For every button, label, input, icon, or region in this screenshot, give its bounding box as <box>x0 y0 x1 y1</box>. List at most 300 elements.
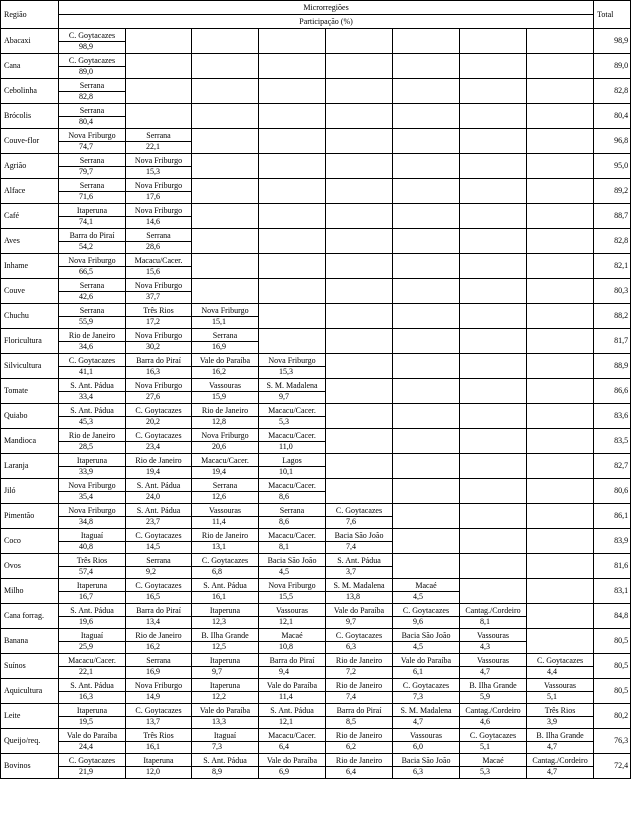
header-regiao: Região <box>1 1 59 29</box>
microregion-cell <box>527 404 594 429</box>
microregion-name: Vassouras <box>544 680 577 690</box>
microregion-cell <box>527 754 594 779</box>
participation-value: 16,3 <box>59 691 125 702</box>
microregion-cell <box>527 679 594 704</box>
microregion-name: Nova Friburgo <box>134 155 183 165</box>
microregion-cell <box>259 379 326 404</box>
microregion-cell <box>460 79 527 104</box>
participation-value: 7,2 <box>326 666 392 677</box>
microregion-cell <box>460 29 527 54</box>
microregion-cell <box>59 329 126 354</box>
participation-value: 19,4 <box>126 466 191 477</box>
microregion-cell <box>326 679 393 704</box>
microregion-name: Serrana <box>79 105 105 115</box>
microregion-name: Nova Friburgo <box>134 380 183 390</box>
table-row <box>1 654 631 679</box>
participation-value: 5,1 <box>527 691 593 702</box>
table-row <box>1 79 631 104</box>
microregion-cell <box>192 479 259 504</box>
microregion-name: Rio de Janeiro <box>335 730 383 740</box>
total-value: 84,8 <box>594 604 631 629</box>
microregion-cell <box>527 79 594 104</box>
microregion-cell <box>59 504 126 529</box>
microregion-name: Itaguaí <box>80 530 104 540</box>
microregion-cell <box>59 429 126 454</box>
total-value: 88,2 <box>594 304 631 329</box>
microregion-cell <box>59 129 126 154</box>
microregion-cell <box>393 454 460 479</box>
microregion-cell <box>59 204 126 229</box>
microregion-cell <box>527 504 594 529</box>
microregion-name: S. Ant. Pádua <box>203 755 247 765</box>
microregion-cell <box>126 504 192 529</box>
total-value: 89,2 <box>594 179 631 204</box>
microregion-cell <box>527 354 594 379</box>
microregion-cell <box>527 729 594 754</box>
microregion-name: Rio de Janeiro <box>335 755 383 765</box>
microregion-cell <box>393 129 460 154</box>
table-row <box>1 704 631 729</box>
total-value: 96,8 <box>594 129 631 154</box>
participation-value: 6,1 <box>393 666 459 677</box>
microregion-cell <box>259 579 326 604</box>
microregion-cell <box>192 504 259 529</box>
participation-value: 15,3 <box>259 366 325 377</box>
table-row <box>1 354 631 379</box>
microregion-cell <box>393 379 460 404</box>
microregion-cell <box>460 604 527 629</box>
microregion-cell <box>59 104 126 129</box>
participation-value: 24,0 <box>126 491 191 502</box>
microregion-cell <box>393 229 460 254</box>
table-row <box>1 679 631 704</box>
microregion-cell <box>59 454 126 479</box>
region-label: Banana <box>1 629 59 654</box>
microregion-cell <box>527 204 594 229</box>
participation-value: 24,4 <box>59 741 125 752</box>
microregion-name: Nova Friburgo <box>134 680 183 690</box>
microregion-name: Nova Friburgo <box>268 355 316 365</box>
microregion-cell <box>259 454 326 479</box>
microregion-cell <box>393 154 460 179</box>
microregion-cell <box>126 754 192 779</box>
participation-value: 23,4 <box>126 441 191 452</box>
microregion-name: S. Ant. Pádua <box>203 580 247 590</box>
participation-value: 5,3 <box>460 766 526 777</box>
microregion-cell <box>393 204 460 229</box>
microregion-cell <box>259 354 326 379</box>
microregion-cell <box>460 554 527 579</box>
participation-value: 10,8 <box>259 641 325 652</box>
participation-value: 15,9 <box>192 391 258 402</box>
microregion-name: C. Goytacazes <box>68 55 116 65</box>
microregion-name: S. Ant. Pádua <box>70 380 114 390</box>
microregion-name: Barra do Piraí <box>269 655 315 665</box>
participation-value: 16,9 <box>192 341 258 352</box>
participation-value: 79,7 <box>59 166 125 177</box>
microregion-name: Rio de Janeiro <box>135 630 182 640</box>
total-value: 81,7 <box>594 329 631 354</box>
microregion-cell <box>326 204 393 229</box>
participation-value: 89,0 <box>59 66 125 77</box>
participation-value: 4,5 <box>393 591 459 602</box>
microregion-cell <box>460 129 527 154</box>
microregion-cell <box>460 354 527 379</box>
microregion-name: Itaperuna <box>76 455 108 465</box>
participation-value: 19,5 <box>59 716 125 727</box>
microregion-cell <box>126 554 192 579</box>
participation-value: 16,9 <box>126 666 191 677</box>
participation-value: 7,4 <box>326 541 392 552</box>
participation-value: 8,9 <box>192 766 258 777</box>
participation-value: 4,5 <box>393 641 459 652</box>
microregion-cell <box>192 754 259 779</box>
microregion-name: Serrana <box>79 180 105 190</box>
participation-value: 71,6 <box>59 191 125 202</box>
microregion-name: Bacia São João <box>401 630 451 640</box>
total-value: 80,6 <box>594 479 631 504</box>
microregion-name: Macacu/Cacer. <box>68 655 116 665</box>
microregion-cell <box>126 204 192 229</box>
microregion-cell <box>192 204 259 229</box>
total-value: 86,1 <box>594 504 631 529</box>
participation-value: 7,3 <box>393 691 459 702</box>
participation-value: 15,1 <box>192 316 258 327</box>
microregion-cell <box>527 429 594 454</box>
microregion-cell <box>259 54 326 79</box>
microregion-name: Vale do Paraíba <box>266 755 318 765</box>
region-label: Laranja <box>1 454 59 479</box>
microregion-cell <box>460 504 527 529</box>
microregion-cell <box>326 604 393 629</box>
microregion-cell <box>259 179 326 204</box>
total-value: 95,0 <box>594 154 631 179</box>
total-value: 86,6 <box>594 379 631 404</box>
microregion-cell <box>192 279 259 304</box>
participation-value: 12,1 <box>259 616 325 627</box>
microregion-cell <box>527 229 594 254</box>
microregion-cell <box>126 229 192 254</box>
participation-value: 4,7 <box>393 716 459 727</box>
table-row <box>1 529 631 554</box>
participation-value: 12,0 <box>126 766 191 777</box>
region-label: Coco <box>1 529 59 554</box>
participation-value: 74,7 <box>59 141 125 152</box>
participation-value: 14,9 <box>126 691 191 702</box>
microregion-cell <box>126 654 192 679</box>
region-label: Suínos <box>1 654 59 679</box>
microregion-name: Vale do Paraíba <box>199 705 251 715</box>
participation-value: 20,6 <box>192 441 258 452</box>
table-row <box>1 179 631 204</box>
microregion-cell <box>259 529 326 554</box>
microregion-cell <box>259 104 326 129</box>
microregion-cell <box>259 204 326 229</box>
microregion-name: Serrana <box>212 480 238 490</box>
participation-value: 74,1 <box>59 216 125 227</box>
microregion-cell <box>460 579 527 604</box>
microregion-cell <box>393 754 460 779</box>
total-value: 83,1 <box>594 579 631 604</box>
microregion-cell <box>460 629 527 654</box>
region-label: Bovinos <box>1 754 59 779</box>
microregion-name: C. Goytacazes <box>135 530 182 540</box>
microregion-name: Macacu/Cacer. <box>268 405 316 415</box>
microregion-cell <box>59 679 126 704</box>
microregion-name: Vale do Paraíba <box>333 605 385 615</box>
microregion-name: Vale do Paraíba <box>400 655 452 665</box>
total-value: 80,3 <box>594 279 631 304</box>
microregion-cell <box>460 179 527 204</box>
participation-value: 9,7 <box>259 391 325 402</box>
microregion-name: Serrana <box>79 155 105 165</box>
microregion-cell <box>126 79 192 104</box>
microregion-name: Lagos <box>282 455 302 465</box>
microregion-name: Bacia São João <box>401 755 451 765</box>
participation-value: 9,7 <box>326 616 392 627</box>
microregion-cell <box>192 629 259 654</box>
microregion-cell <box>393 254 460 279</box>
microregion-name: Itaperuna <box>76 205 108 215</box>
participation-value: 8,6 <box>259 516 325 527</box>
microregion-name: Rio de Janeiro <box>68 430 116 440</box>
microregion-name: C. Goytacazes <box>201 555 249 565</box>
microregion-cell <box>393 654 460 679</box>
microregion-cell <box>326 654 393 679</box>
microregion-name: Cantag./Cordeiro <box>465 605 521 615</box>
microregion-name: Macaé <box>482 755 504 765</box>
microregion-cell <box>126 354 192 379</box>
participation-value: 5,9 <box>460 691 526 702</box>
microregion-name: Macaé <box>281 630 303 640</box>
region-label: Quiabo <box>1 404 59 429</box>
participation-value: 4,3 <box>460 641 526 652</box>
microregion-cell <box>59 729 126 754</box>
microregion-cell <box>393 354 460 379</box>
microregion-cell <box>126 429 192 454</box>
total-value: 82,7 <box>594 454 631 479</box>
microregion-cell <box>259 429 326 454</box>
microregion-cell <box>326 754 393 779</box>
microregion-name: S. M. Madalena <box>333 580 385 590</box>
participation-value: 4,6 <box>460 716 526 727</box>
microregion-cell <box>460 304 527 329</box>
participation-value: 33,9 <box>59 466 125 477</box>
microregion-cell <box>460 204 527 229</box>
header-row-2 <box>1 15 631 29</box>
microregion-name: S. M. Madalena <box>400 705 452 715</box>
microregion-cell <box>259 679 326 704</box>
microregion-name: Macacu/Cacer. <box>268 430 316 440</box>
microregion-name: Nova Friburgo <box>68 255 116 265</box>
participation-value: 21,9 <box>59 766 125 777</box>
participation-value: 30,2 <box>126 341 191 352</box>
microregion-cell <box>326 529 393 554</box>
participation-value: 13,7 <box>126 716 191 727</box>
microregion-cell <box>126 404 192 429</box>
microregion-cell <box>259 404 326 429</box>
microregion-cell <box>192 704 259 729</box>
microregion-cell <box>527 554 594 579</box>
microregion-cell <box>393 429 460 454</box>
microregion-cell <box>460 679 527 704</box>
microregion-cell <box>460 729 527 754</box>
microregion-cell <box>393 279 460 304</box>
table-row <box>1 54 631 79</box>
microregion-name: C. Goytacazes <box>335 505 383 515</box>
table-row <box>1 454 631 479</box>
participation-value: 82,8 <box>59 91 125 102</box>
microregion-name: Vassouras <box>209 505 241 515</box>
microregion-name: Nova Friburgo <box>134 180 183 190</box>
microregion-cell <box>527 579 594 604</box>
participation-value: 15,3 <box>126 166 191 177</box>
microregion-cell <box>192 129 259 154</box>
microregion-cell <box>460 279 527 304</box>
region-label: Milho <box>1 579 59 604</box>
participation-value: 6,3 <box>326 641 392 652</box>
microregion-cell <box>192 229 259 254</box>
microregion-name: Vale do Paraíba <box>266 680 318 690</box>
participation-value: 13,1 <box>192 541 258 552</box>
microregion-name: C. Goytacazes <box>469 730 517 740</box>
header-total: Total <box>594 1 631 29</box>
participation-value: 3,7 <box>326 566 392 577</box>
microregion-name: Macacu/Cacer. <box>268 730 316 740</box>
microregion-name: C. Goytacazes <box>68 30 116 40</box>
participation-value: 40,8 <box>59 541 125 552</box>
participation-value: 80,4 <box>59 116 125 127</box>
microregion-cell <box>527 154 594 179</box>
microregion-cell <box>126 154 192 179</box>
participation-value: 34,6 <box>59 341 125 352</box>
microregion-cell <box>59 529 126 554</box>
microregion-cell <box>326 454 393 479</box>
microregion-name: S. Ant. Pádua <box>136 505 181 515</box>
microregion-name: Macacu/Cacer. <box>201 455 249 465</box>
total-value: 72,4 <box>594 754 631 779</box>
microregion-cell <box>192 429 259 454</box>
microregion-cell <box>126 679 192 704</box>
microregion-cell <box>259 79 326 104</box>
microregion-cell <box>527 254 594 279</box>
microregion-cell <box>59 304 126 329</box>
microregion-name: Barra do Piraí <box>336 705 382 715</box>
total-value: 80,5 <box>594 654 631 679</box>
microregion-cell <box>460 754 527 779</box>
microregion-cell <box>460 454 527 479</box>
microregion-cell <box>59 754 126 779</box>
region-label: Silvicultura <box>1 354 59 379</box>
microregion-cell <box>326 429 393 454</box>
participation-value: 4,7 <box>527 741 593 752</box>
participation-value: 23,7 <box>126 516 191 527</box>
microregion-cell <box>59 654 126 679</box>
microregion-name: C. Goytacazes <box>135 430 182 440</box>
participation-value: 12,6 <box>192 491 258 502</box>
participation-value: 19,4 <box>192 466 258 477</box>
microregion-cell <box>527 454 594 479</box>
microregion-cell <box>393 54 460 79</box>
total-value: 83,6 <box>594 404 631 429</box>
microregion-cell <box>393 579 460 604</box>
microregion-name: Barra do Piraí <box>136 605 181 615</box>
microregion-cell <box>126 54 192 79</box>
microregion-cell <box>126 129 192 154</box>
microregion-cell <box>259 554 326 579</box>
microregion-name: Vale do Paraíba <box>66 730 118 740</box>
microregion-cell <box>259 604 326 629</box>
microregion-name: Nova Friburgo <box>268 580 316 590</box>
microregion-cell <box>59 54 126 79</box>
table-row <box>1 154 631 179</box>
microregion-cell <box>527 379 594 404</box>
microregion-cell <box>527 529 594 554</box>
microregion-name: Nova Friburgo <box>134 205 183 215</box>
microregion-cell <box>126 604 192 629</box>
participation-value: 13,8 <box>326 591 392 602</box>
microregion-cell <box>527 104 594 129</box>
table-row <box>1 604 631 629</box>
microregion-name: Nova Friburgo <box>134 330 183 340</box>
microregion-name: C. Goytacazes <box>536 655 584 665</box>
participation-value: 28,5 <box>59 441 125 452</box>
microregion-cell <box>460 704 527 729</box>
microregion-cell <box>59 29 126 54</box>
microregion-cell <box>126 379 192 404</box>
region-label: Chuchu <box>1 304 59 329</box>
microregion-name: S. Ant. Pádua <box>136 480 181 490</box>
microregion-cell <box>527 179 594 204</box>
microregion-cell <box>59 229 126 254</box>
total-value: 80,5 <box>594 629 631 654</box>
microregion-name: Serrana <box>79 280 105 290</box>
microregion-cell <box>326 54 393 79</box>
participation-value: 37,7 <box>126 291 191 302</box>
microregion-cell <box>393 629 460 654</box>
microregion-name: S. Ant. Pádua <box>270 705 314 715</box>
participation-value: 16,1 <box>192 591 258 602</box>
microregion-name: Vassouras <box>477 630 509 640</box>
participation-value: 16,7 <box>59 591 125 602</box>
total-value: 80,4 <box>594 104 631 129</box>
microregion-cell <box>326 554 393 579</box>
microregion-cell <box>59 554 126 579</box>
microregion-name: C. Goytacazes <box>135 405 182 415</box>
participation-value: 16,2 <box>192 366 258 377</box>
participation-value: 6,0 <box>393 741 459 752</box>
microregion-cell <box>126 579 192 604</box>
microregion-cell <box>393 29 460 54</box>
microregion-cell <box>460 254 527 279</box>
microregion-cell <box>326 279 393 304</box>
microregion-cell <box>527 704 594 729</box>
microregion-cell <box>259 754 326 779</box>
microregion-name: Nova Friburgo <box>134 280 183 290</box>
participation-value: 11,4 <box>259 691 325 702</box>
microregion-name: Itaperuna <box>143 755 174 765</box>
participation-value: 57,4 <box>59 566 125 577</box>
total-value: 82,8 <box>594 229 631 254</box>
participation-value: 6,4 <box>259 741 325 752</box>
microregion-cell <box>393 679 460 704</box>
region-label: Abacaxi <box>1 29 59 54</box>
participation-value: 5,3 <box>259 416 325 427</box>
microregion-cell <box>192 354 259 379</box>
participation-value: 4,4 <box>527 666 593 677</box>
region-label: Pimentão <box>1 504 59 529</box>
microregion-name: Vale do Paraíba <box>199 355 251 365</box>
